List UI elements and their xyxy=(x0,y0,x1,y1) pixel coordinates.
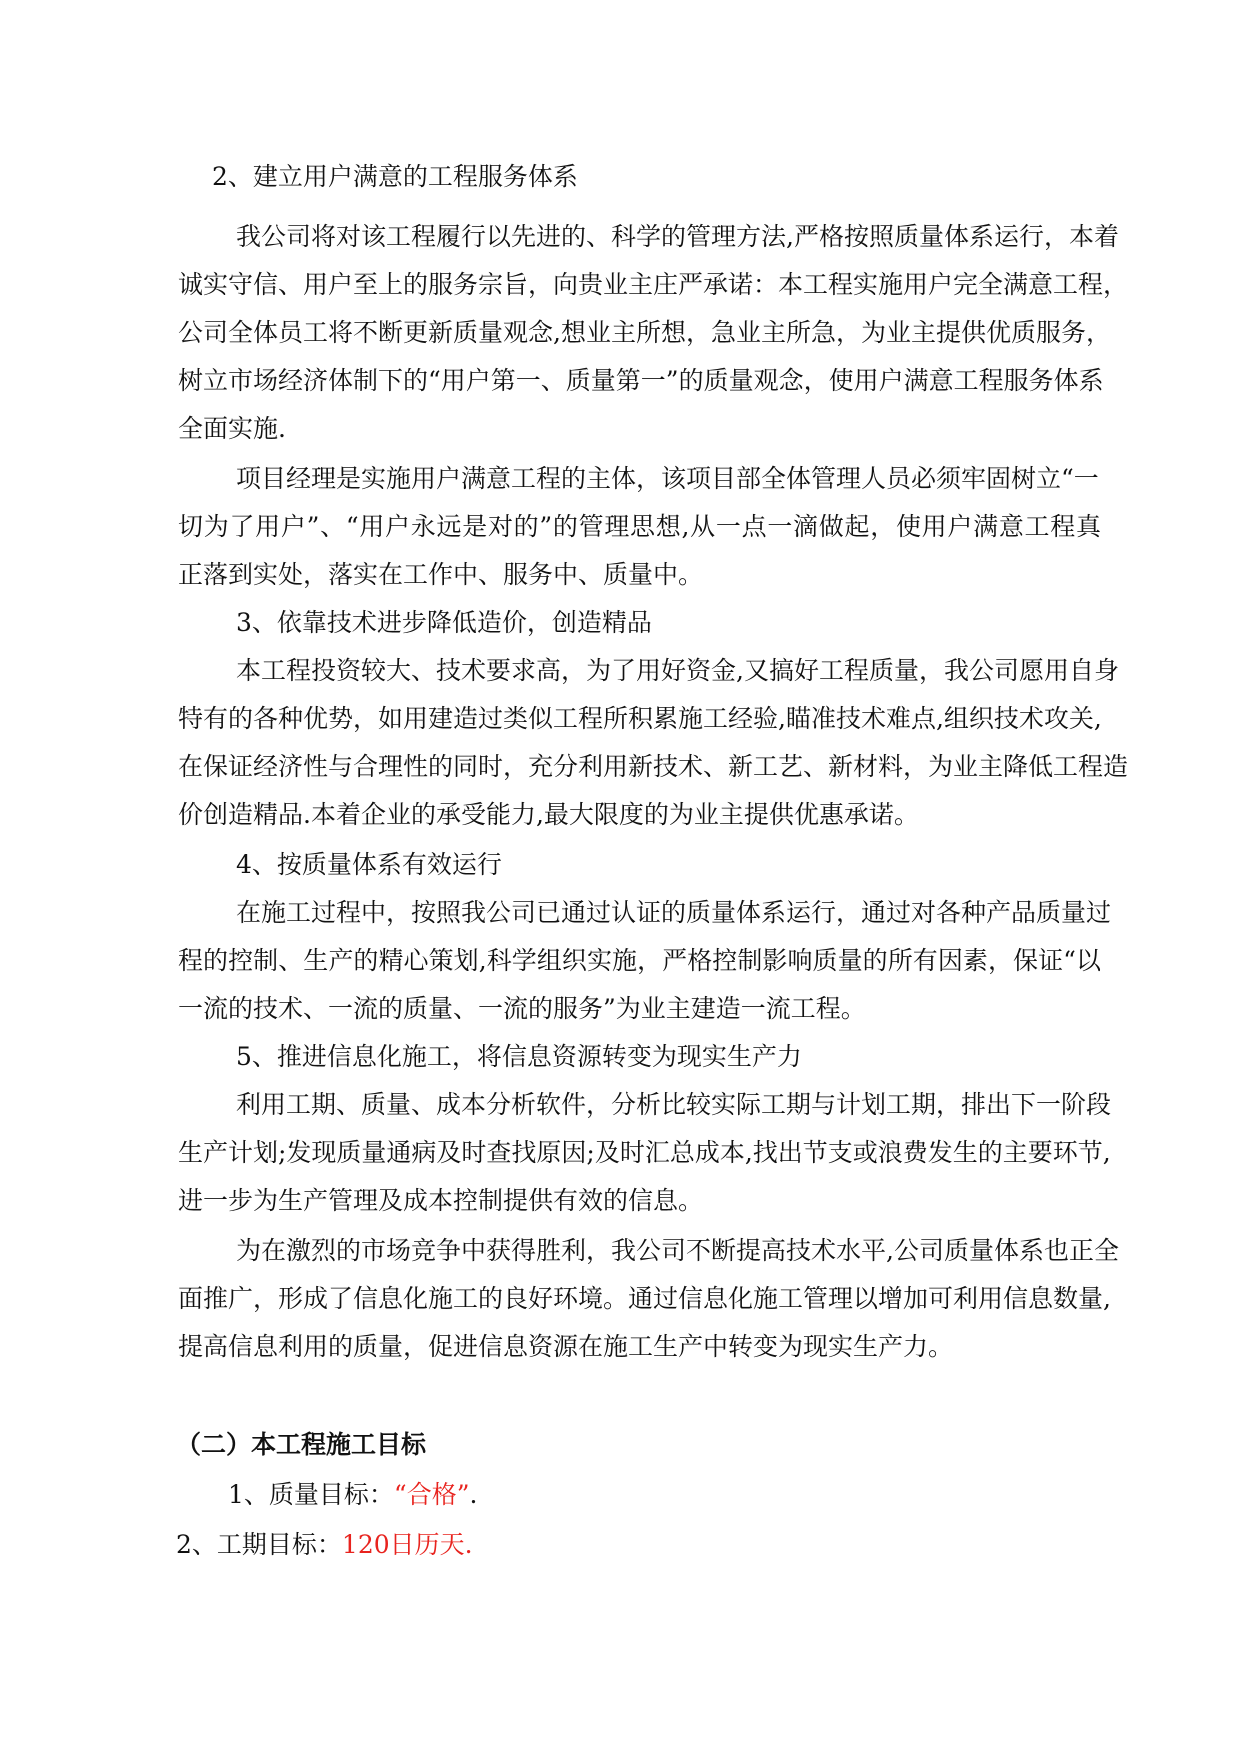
quality-goal-value: “合格” xyxy=(393,1480,470,1509)
quality-goal-end: . xyxy=(469,1480,478,1509)
goals-heading: （二）本工程施工目标 xyxy=(176,1430,427,1459)
paragraph-line: 我公司将对该工程履行以先进的、科学的管理方法,严格按照质量体系运行，本着 xyxy=(236,222,1119,251)
period-goal xyxy=(176,1528,473,1562)
paragraph-line: 本工程投资较大、技术要求高，为了用好资金,又搞好工程质量，我公司愿用自身 xyxy=(236,656,1119,685)
paragraph-line: 项目经理是实施用户满意工程的主体，该项目部全体管理人员必须牢固树立“一 xyxy=(236,464,1099,493)
paragraph-line: 利用工期、质量、成本分析软件，分析比较实际工期与计划工期，排出下一阶段 xyxy=(236,1090,1112,1119)
paragraph-line: 进一步为生产管理及成本控制提供有效的信息。 xyxy=(178,1186,704,1215)
section-5-heading: 5、推进信息化施工，将信息资源转变为现实生产力 xyxy=(236,1042,802,1071)
paragraph-line: 树立市场经济体制下的“用户第一、质量第一”的质量观念，使用户满意工程服务体系 xyxy=(178,366,1104,395)
period-goal-value: 120日历天. xyxy=(341,1530,473,1559)
paragraph-line: 价创造精品.本着企业的承受能力,最大限度的为业主提供优惠承诺。 xyxy=(178,800,919,829)
quality-goal xyxy=(228,1478,477,1512)
paragraph-line: 在保证经济性与合理性的同时，充分利用新技术、新工艺、新材料，为业主降低工程造 xyxy=(178,752,1129,781)
paragraph-line: 全面实施. xyxy=(178,414,286,443)
paragraph-line: 切为了用户”、“用户永远是对的”的管理思想,从一点一滴做起，使用户满意工程真 xyxy=(178,512,1101,541)
section-4-heading: 4、按质量体系有效运行 xyxy=(236,850,502,879)
paragraph-line: 为在激烈的市场竞争中获得胜利，我公司不断提高技术水平,公司质量体系也正全 xyxy=(236,1236,1119,1265)
paragraph-line: 特有的各种优势，如用建造过类似工程所积累施工经验,瞄准技术难点,组织技术攻关, xyxy=(178,704,1102,733)
paragraph-line: 正落到实处，落实在工作中、服务中、质量中。 xyxy=(178,560,704,589)
paragraph-line: 在施工过程中，按照我公司已通过认证的质量体系运行，通过对各种产品质量过 xyxy=(236,898,1112,927)
paragraph-line: 一流的技术、一流的质量、一流的服务”为业主建造一流工程。 xyxy=(178,994,866,1023)
paragraph-line: 程的控制、生产的精心策划,科学组织实施，严格控制影响质量的所有因素，保证“以 xyxy=(178,946,1101,975)
paragraph-line: 诚实守信、用户至上的服务宗旨，向贵业主庄严承诺：本工程实施用户完全满意工程， xyxy=(178,270,1129,299)
section-2-heading: 2、建立用户满意的工程服务体系 xyxy=(212,162,578,191)
period-goal-label: 2、工期目标： xyxy=(176,1530,342,1559)
paragraph-line: 公司全体员工将不断更新质量观念,想业主所想，急业主所急，为业主提供优质服务， xyxy=(178,318,1111,347)
paragraph-line: 提高信息利用的质量，促进信息资源在施工生产中转变为现实生产力。 xyxy=(178,1332,954,1361)
quality-goal-label: 1、质量目标： xyxy=(228,1480,394,1509)
section-3-heading: 3、依靠技术进步降低造价，创造精品 xyxy=(236,608,652,637)
paragraph-line: 生产计划;发现质量通病及时查找原因;及时汇总成本,找出节支或浪费发生的主要环节, xyxy=(178,1138,1111,1167)
paragraph-line: 面推广，形成了信息化施工的良好环境。通过信息化施工管理以增加可利用信息数量, xyxy=(178,1284,1111,1313)
